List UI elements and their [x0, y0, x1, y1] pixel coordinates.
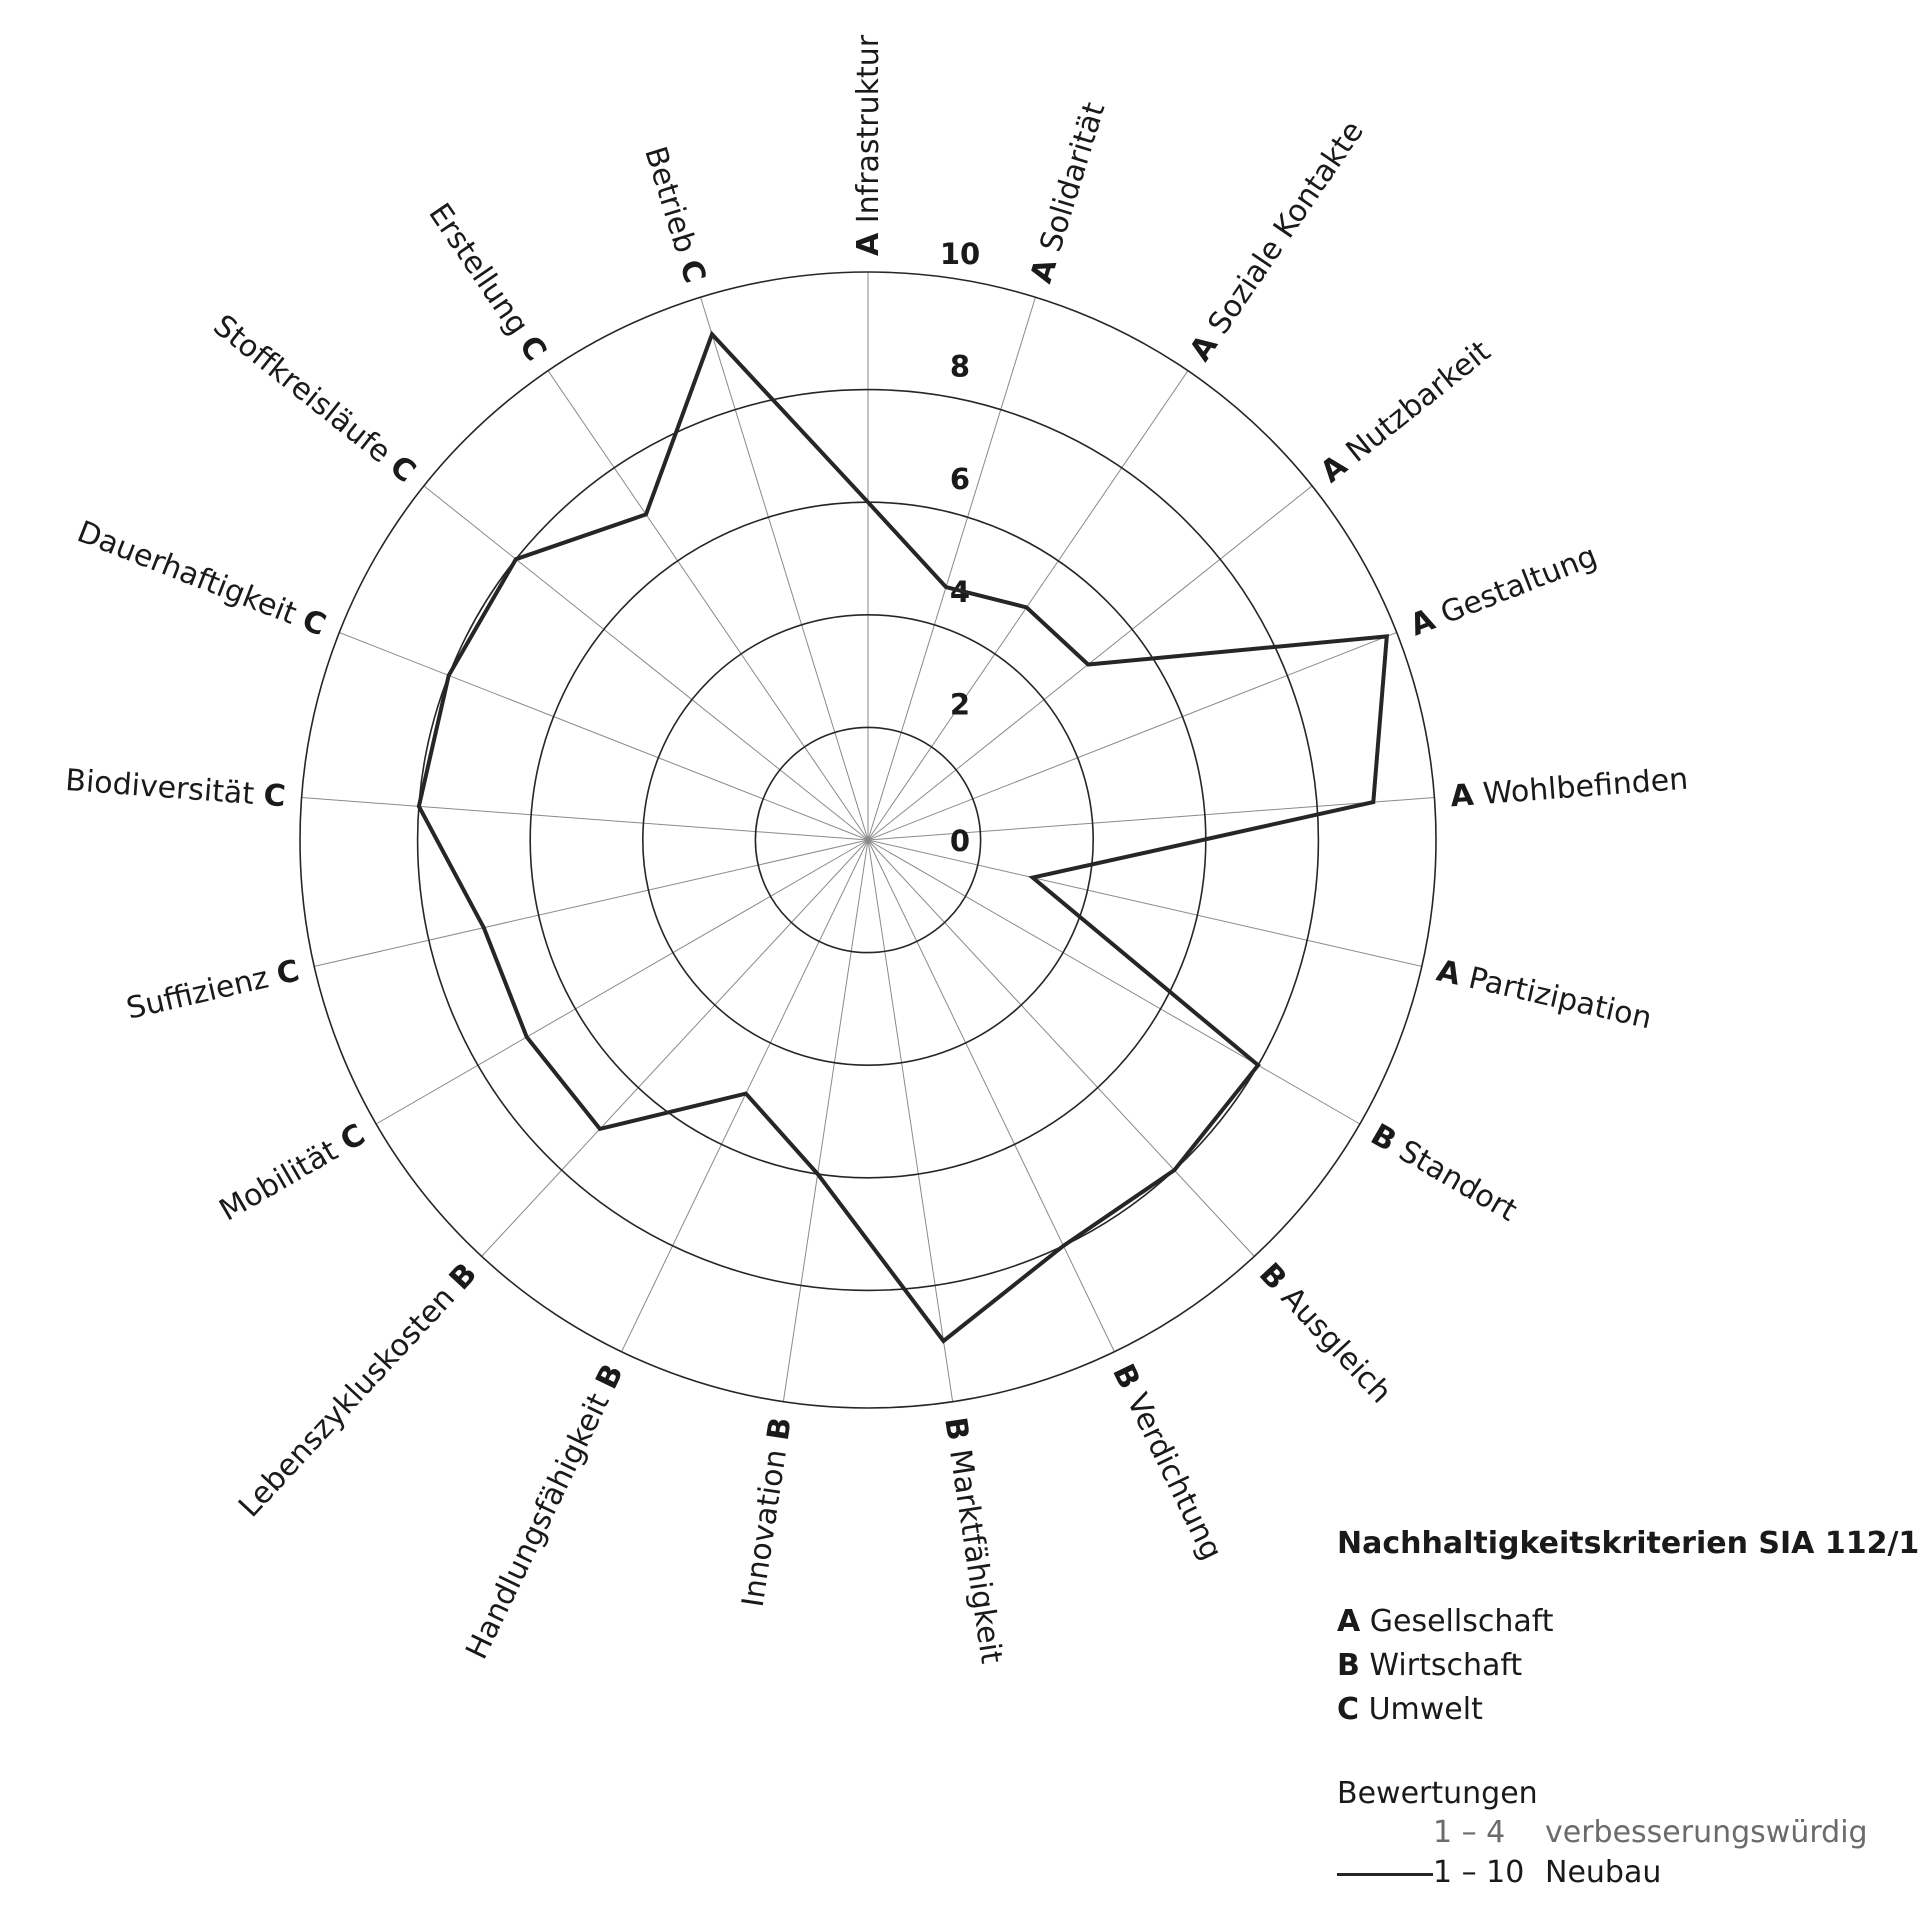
spoke-line	[302, 798, 868, 840]
axis-label	[72, 514, 330, 643]
axis-label	[207, 308, 422, 490]
tick-label: 0	[949, 824, 971, 858]
axis-label	[1314, 333, 1497, 489]
axis-label	[459, 1359, 631, 1665]
spoke-line	[783, 840, 868, 1402]
axis-group-letter: A	[1023, 254, 1064, 288]
spoke-line	[868, 840, 1360, 1124]
spoke-line	[424, 486, 868, 840]
legend-category-a: A Gesellschaft	[1337, 1604, 1554, 1639]
axis-label	[232, 1256, 484, 1524]
axis-criterion-name: Erstellung	[421, 196, 536, 342]
axis-criterion-name: Dauerhaftigkeit	[72, 513, 302, 632]
axis-group-letter: B	[937, 1414, 976, 1443]
spoke-line	[314, 840, 868, 966]
axis-criterion-name: Biodiversität	[64, 762, 256, 812]
spoke-line	[701, 297, 868, 840]
legend-category-c: C Umwelt	[1337, 1692, 1483, 1727]
axis-label	[64, 762, 287, 813]
axis-criterion-name: Wohlbefinden	[1481, 761, 1690, 812]
axis-group-letter: C	[672, 255, 713, 288]
axis-criterion-name: Soziale Kontakte	[1201, 114, 1371, 341]
axis-label	[1023, 98, 1112, 287]
axis-group-letter: C	[383, 448, 423, 490]
axis-label	[213, 1117, 371, 1228]
axis-criterion-name: Infrastruktur	[850, 34, 886, 224]
axis-group-letter: C	[512, 329, 554, 368]
axis-group-letter: B	[760, 1414, 799, 1443]
tick-label: 2	[949, 687, 971, 722]
axis-criterion-name: Betrieb	[637, 142, 704, 257]
axis-group-letter: A	[1449, 777, 1475, 814]
spoke-line	[868, 840, 953, 1402]
axis-group-letter: C	[334, 1116, 371, 1159]
tick-label: 10	[939, 237, 981, 271]
spoke-line	[868, 371, 1188, 840]
axis-group-letter: A	[1313, 447, 1354, 490]
axis-label	[1434, 953, 1656, 1036]
legend	[1337, 1526, 1920, 1893]
axis-label	[1183, 114, 1371, 367]
axis-criterion-name: Stoffkreisläufe	[206, 307, 398, 470]
tick-label: 4	[949, 574, 971, 609]
axis-criterion-name: Nutzbarkeit	[1339, 333, 1497, 470]
axis-group-letter: A	[850, 232, 886, 256]
axis-label	[938, 1415, 1010, 1666]
spoke-line	[868, 840, 1422, 966]
legend-category-b: B Wirtschaft	[1337, 1648, 1523, 1683]
tick-label: 6	[949, 462, 971, 497]
legend-ratings-title: Bewertungen	[1337, 1776, 1538, 1811]
axis-label	[735, 1415, 798, 1609]
axis-criterion-name: Partizipation	[1465, 960, 1656, 1036]
axis-criterion-name: Verdichtung	[1119, 1387, 1230, 1566]
legend-line-swatch	[1337, 1873, 1433, 1876]
axis-label	[1405, 538, 1602, 643]
axis-group-letter: B	[588, 1358, 631, 1395]
axis-criterion-name: Suffizienz	[123, 959, 272, 1027]
axis-criterion-name: Mobilität	[213, 1132, 344, 1229]
axis-label	[422, 197, 554, 367]
axis-criterion-name: Lebenszykluskosten	[231, 1279, 462, 1524]
axis-label	[123, 953, 302, 1026]
axis-label	[1365, 1117, 1523, 1228]
axis-group-letter: C	[273, 952, 303, 992]
axis-group-letter: B	[1252, 1256, 1294, 1297]
axis-criterion-name: Solidarität	[1033, 98, 1112, 256]
axis-group-letter: A	[1182, 328, 1225, 368]
axis-label	[851, 34, 886, 256]
legend-rating-improvable: 1 – 4 verbesserungswürdig	[1433, 1815, 1868, 1850]
axis-group-letter: B	[1365, 1116, 1403, 1159]
axis-group-letter: A	[1433, 952, 1464, 993]
spoke-line	[482, 840, 868, 1256]
axis-criterion-name: Gestaltung	[1435, 538, 1602, 631]
spoke-line	[548, 371, 868, 840]
axis-group-letter: C	[262, 777, 287, 814]
axis-criterion-name: Standort	[1393, 1133, 1523, 1229]
axis-criterion-name: Ausgleich	[1274, 1279, 1399, 1410]
axis-label	[1106, 1359, 1230, 1566]
axis-group-letter: C	[297, 602, 331, 643]
legend-title: Nachhaltigkeitskriterien SIA 112/1	[1337, 1526, 1920, 1561]
legend-rating-neubau: 1 – 10 Neubau	[1337, 1853, 1907, 1893]
axis-group-letter: B	[1105, 1358, 1148, 1395]
axis-criterion-name: Marktfähigkeit	[942, 1446, 1010, 1666]
axis-criterion-name: Innovation	[735, 1446, 794, 1610]
spoke-line	[376, 840, 868, 1124]
tick-label: 8	[949, 349, 971, 384]
axis-label	[638, 142, 713, 287]
axis-criterion-name: Handlungsfähigkeit	[458, 1387, 617, 1665]
axis-label	[1252, 1256, 1398, 1410]
axis-group-letter: B	[442, 1256, 484, 1297]
axis-label	[1449, 761, 1689, 814]
axis-group-letter: A	[1405, 601, 1440, 643]
